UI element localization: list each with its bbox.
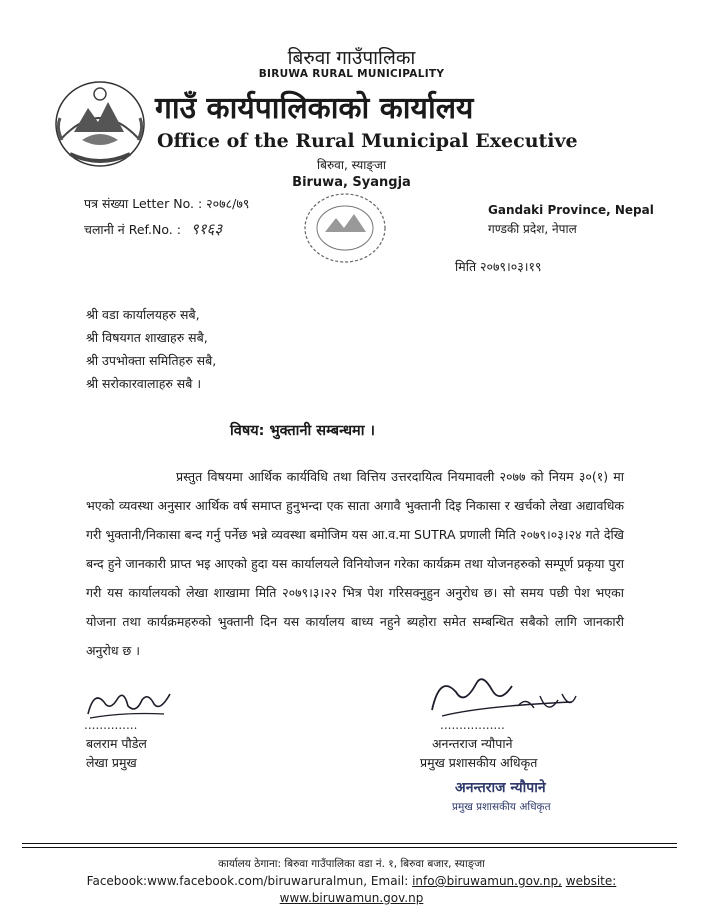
footer-divider — [22, 843, 677, 844]
recipient-line: श्री विषयगत शाखाहरु सबै, — [86, 330, 208, 345]
title-stamp: प्रमुख प्रशासकीय अधिकृत — [452, 801, 551, 813]
letter-body: प्रस्तुत विषयमा आर्थिक कार्यविधि तथा वित्तिय उत्तरदायित्व नियमावली २०७७ को नियम ३०(१) मा भएको व्यवस्था अनुसार आर्थिक वर्ष समाप्त हुनुभन्दा एक साता अगावै भुक्तानी दिइ निकासा र खर्चको लेखा अद्यावधिक गरी भुक्तानी/निकासा बन्द गर्नु पर्नेछ भन्ने व्यवस्था बमोजिम यस आ.व.मा SUTRA प्रणाली मिति २०७९।०३।२४ गते देखि बन्द हुने जानकारी प्राप्त भइ आएको हुदा यस कार्यालयले विनियोजन गरेका कार्यक्रम तथा योजनहरुको सम्पूर्ण प्रकृया पुरा गरी यस कार्यालयको लेखा शाखामा मिति २०७९।३।२२ भित्र पेश गरिसक्नुहुन अनुरोध छ। सो समय पछी पेश भएका योजना तथा कार्यक्रमहरुको भुक्तानी दिन यस कार्यालय बाध्य नहुने ब्यहोरा समेत सम्बन्धित सबैको लागि जानकारी अनुरोध छ । — [86, 469, 624, 658]
letter-number-value: २०७८/७९ — [206, 196, 250, 211]
location-english: Biruwa, Syangja — [292, 175, 411, 190]
recipient-line: श्री उपभोक्ता समितिहरु सबै, — [86, 353, 217, 368]
signatory-left-title: लेखा प्रमुख — [86, 755, 137, 770]
signature-line-right: ................. — [440, 718, 505, 732]
recipient-line: श्री सरोकारवालाहरु सबै । — [86, 376, 202, 391]
office-name-english: Office of the Rural Municipal Executive — [157, 130, 578, 152]
location-nepali: बिरुवा, स्याङ्जा — [317, 158, 386, 172]
letter-number — [84, 195, 249, 212]
office-seal-stamp — [300, 188, 390, 268]
recipient-line: श्री वडा कार्यालयहरु सबै, — [86, 307, 200, 322]
letter-number-label: पत्र संख्या Letter No. : — [84, 196, 203, 211]
footer-divider — [22, 847, 677, 848]
signatory-right-title: प्रमुख प्रशासकीय अधिकृत — [420, 755, 538, 770]
letter-subject: विषय: भुक्तानी सम्बन्धमा । — [230, 423, 375, 439]
footer-contact — [0, 874, 703, 888]
footer-website — [0, 891, 703, 905]
reference-number — [84, 219, 222, 239]
name-stamp: अनन्तराज न्यौपाने — [455, 780, 546, 796]
footer-website-link[interactable]: www.biruwamun.gov.np — [279, 891, 424, 905]
signature-line-left: .............. — [84, 718, 138, 732]
letter-date: मिति २०७९।०३।१९ — [455, 259, 542, 274]
municipality-name-nepali: बिरुवा गाउँपालिका — [287, 47, 416, 69]
signatory-right-name: अनन्तराज न्यौपाने — [432, 736, 513, 751]
footer-facebook[interactable]: Facebook:www.facebook.com/biruwaruralmun, — [86, 874, 368, 888]
province-nepali: गण्डकी प्रदेश, नेपाल — [488, 222, 577, 236]
signatory-left-name: बलराम पौडेल — [86, 736, 147, 751]
footer-address: कार्यालय ठेगाना: बिरुवा गाउँपालिका वडा नं. १, बिरुवा बजार, स्याङ्जा — [218, 858, 485, 870]
province-english: Gandaki Province, Nepal — [488, 203, 654, 217]
office-name-nepali: गाउँ कार्यपालिकाको कार्यालय — [155, 91, 474, 126]
reference-number-label: चलानी नं Ref.No. : — [84, 222, 181, 237]
municipality-name-english: BIRUWA RURAL MUNICIPALITY — [258, 68, 445, 80]
reference-number-value: ९१६३ — [190, 220, 223, 238]
footer-email-label: Email: — [370, 874, 409, 888]
footer-email-link[interactable]: info@biruwamun.gov.np, — [412, 874, 562, 888]
footer-website-label: website: — [565, 874, 617, 888]
